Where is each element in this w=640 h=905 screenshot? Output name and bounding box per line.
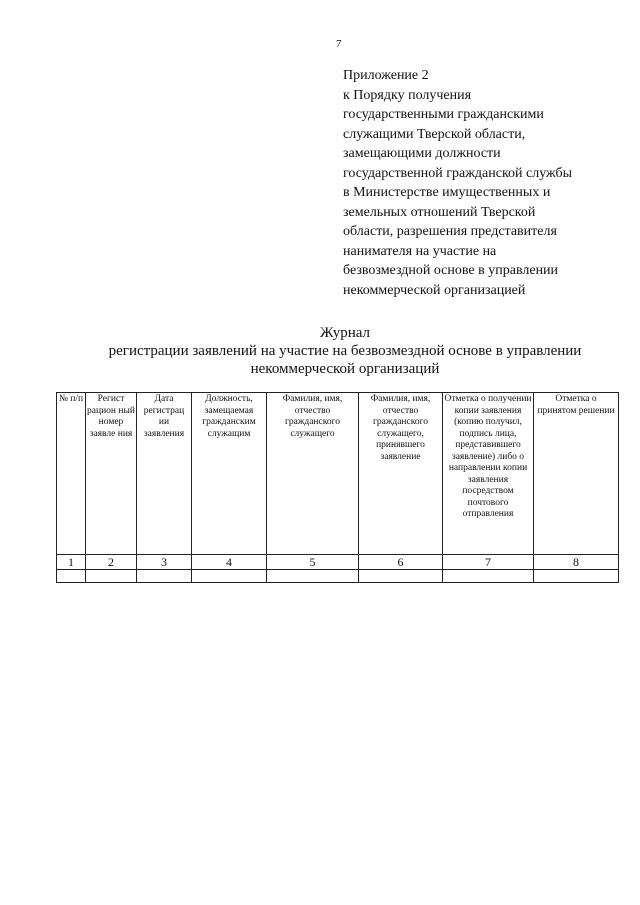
column-header: Отметка о получении копии заявления (копию получил, подпись лица, представившего заявление) либо о направлении копии заявления посредством почтового отправления: [443, 393, 534, 555]
appendix-line: Приложение 2: [343, 68, 429, 83]
column-number: 1: [57, 555, 86, 570]
column-number: 3: [137, 555, 192, 570]
appendix-line: области, разрешения представителя: [343, 224, 557, 239]
empty-cell: [137, 570, 192, 583]
journal-title: Журнал: [319, 325, 370, 341]
appendix-line: нанимателя на участие на: [343, 243, 497, 259]
empty-cell: [57, 570, 86, 583]
appendix-line: служащими Тверской области,: [343, 126, 526, 142]
appendix-line: некоммерческой организацией: [343, 282, 526, 298]
column-number: 6: [359, 555, 443, 570]
appendix-block: [343, 66, 613, 300]
journal-title-block: [60, 324, 630, 378]
empty-cell: [267, 570, 359, 583]
column-header: Дата регистрац ии заявления: [137, 393, 192, 555]
appendix-line: государственной гражданской службы: [343, 165, 573, 181]
empty-cell: [534, 570, 619, 583]
column-number: 5: [267, 555, 359, 570]
column-number: 4: [192, 555, 267, 570]
appendix-line: замещающими должности: [343, 146, 501, 161]
empty-cell: [443, 570, 534, 583]
column-number-row: [57, 555, 619, 570]
table-header-row: [57, 393, 619, 555]
empty-cell: [359, 570, 443, 583]
column-header: Отметка о принятом решении: [534, 393, 619, 555]
journal-subtitle-line1: регистрации заявлений на участие на безвозмездной основе в управлении: [108, 343, 582, 359]
empty-cell: [86, 570, 137, 583]
empty-cell: [192, 570, 267, 583]
column-header: № п/п: [57, 393, 86, 555]
journal-table: [56, 392, 619, 583]
column-number: 8: [534, 555, 619, 570]
appendix-line: в Министерстве имущественных и: [343, 185, 551, 200]
appendix-line: государственными гражданскими: [343, 107, 544, 122]
column-header: Должность, замещаемая гражданским служащим: [192, 393, 267, 555]
table-row: [57, 570, 619, 583]
appendix-line: земельных отношений Тверской: [343, 204, 536, 220]
journal-subtitle-line2: некоммерческой организаций: [250, 361, 440, 377]
column-header: Фамилия, имя, отчество гражданского служащего, принявшего заявление: [359, 393, 443, 555]
column-header: Регист рацион ный номер заявле ния: [86, 393, 137, 555]
column-number: 7: [443, 555, 534, 570]
column-number: 2: [86, 555, 137, 570]
appendix-line: безвозмездной основе в управлении: [343, 263, 559, 278]
appendix-line: к Порядку получения: [343, 87, 472, 103]
page-number: 7: [336, 38, 342, 50]
column-header: Фамилия, имя, отчество гражданского служащего: [267, 393, 359, 555]
